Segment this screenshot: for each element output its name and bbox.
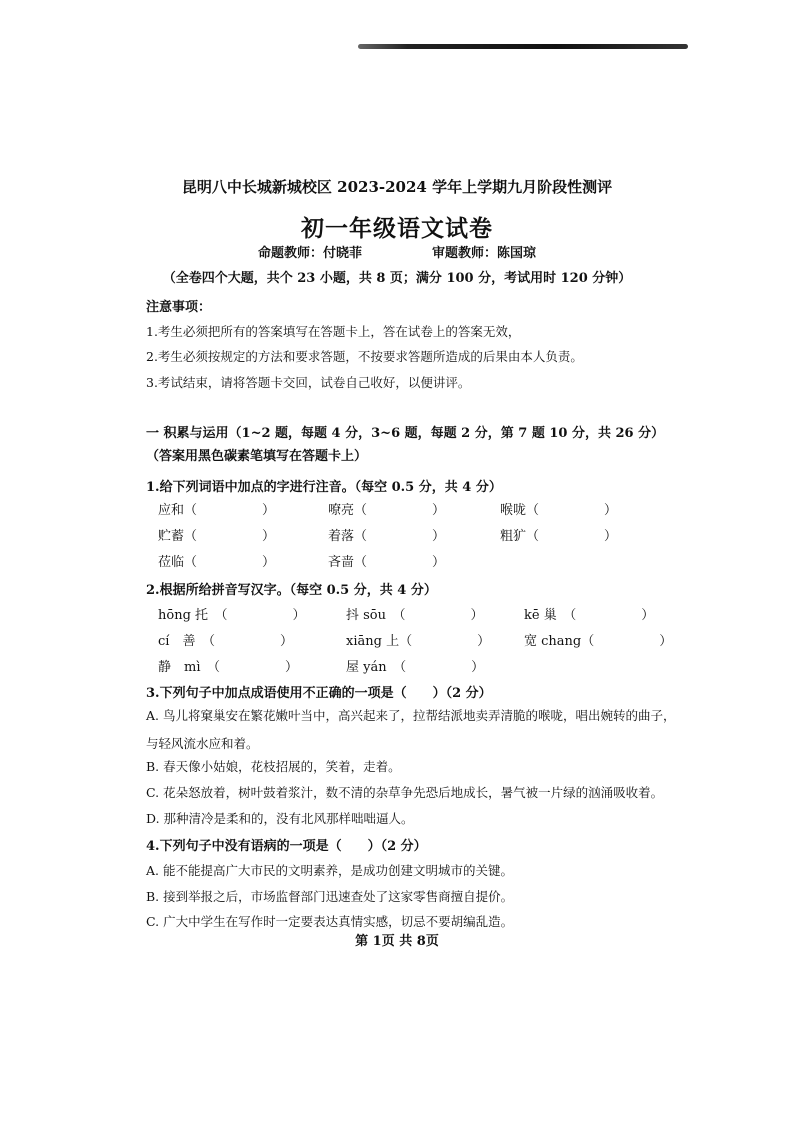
q2-item: 宽 chang（ ） <box>524 634 673 649</box>
q4-option: B. 接到举报之后，市场监督部门迅速查处了这家零售商擅自提价。 <box>146 889 514 904</box>
q1-item: 嘹亮（ ） <box>328 503 446 518</box>
q2-item: cí 善 （ ） <box>158 634 293 649</box>
section-1-heading: 一 积累与运用（1~2 题，每题 4 分，3~6 题，每题 2 分，第 7 题 10 分，共 26 分）（答案用黑色碳素笔填写在答题卡上） <box>146 426 665 464</box>
page-number: 第 1页 共 8页 <box>355 934 439 949</box>
q1-item: 喉咙（ ） <box>500 503 618 518</box>
notice-title: 注意事项： <box>146 300 212 315</box>
q1-item: 莅临（ ） <box>158 555 276 570</box>
q3-option: B. 春天像小姑娘，花枝招展的，笑着，走着。 <box>146 759 401 774</box>
question-teacher: 命题教师：付晓菲 <box>257 246 362 261</box>
q4-title: 4.下列句子中没有语病的一项是（ ）（2 分） <box>146 839 427 854</box>
q2-item: 静 mì （ ） <box>158 660 298 675</box>
q1-item: 贮蓄（ ） <box>158 529 276 544</box>
q3-option: 与轻风流水应和着。 <box>146 736 259 751</box>
q2-item: kē 巢 （ ） <box>524 608 655 623</box>
q3-option: D. 那种清冷是柔和的，没有北风那样咄咄逼人。 <box>146 811 414 826</box>
q2-title: 2.根据所给拼音写汉字。（每空 0.5 分，共 4 分） <box>146 583 437 598</box>
q2-item: 屋 yán （ ） <box>346 660 485 675</box>
q1-title: 1.给下列词语中加点的字进行注音。（每空 0.5 分，共 4 分） <box>146 480 502 495</box>
q2-item: hōng 托 （ ） <box>158 608 306 623</box>
q1-item: 应和（ ） <box>158 503 276 518</box>
exam-title: 初一年级语文试卷 <box>301 215 493 242</box>
q1-item: 着落（ ） <box>328 529 446 544</box>
q3-title: 3.下列句子中加点成语使用不正确的一项是（ ）（2 分） <box>146 686 492 701</box>
q1-item: 吝啬（ ） <box>328 555 446 570</box>
notice-item: 2.考生必须按规定的方法和要求答题，不按要求答题所造成的后果由本人负责。 <box>146 349 583 364</box>
review-teacher: 审题教师：陈国琼 <box>432 246 537 261</box>
q3-option: C. 花朵怒放着，树叶鼓着浆汁，数不清的杂草争先恐后地成长，暑气被一片绿的汹涌吸收着。 <box>146 785 664 800</box>
notice-item: 1.考生必须把所有的答案填写在答题卡上，答在试卷上的答案无效， <box>146 324 521 339</box>
school-title: 昆明八中长城新城校区 2023-2024 学年上学期九月阶段性测评 <box>181 178 613 196</box>
q3-option: A. 鸟儿将窠巢安在繁花嫩叶当中，高兴起来了，拉帮结派地卖弄清脆的喉咙，唱出婉转的曲子， <box>146 708 676 723</box>
scan-edge-mark <box>358 44 688 49</box>
teachers-line <box>0 242 794 261</box>
q2-item: xiāng 上（ ） <box>346 634 491 649</box>
notice-item: 3.考试结束，请将答题卡交回，试卷自己收好，以便讲评。 <box>146 375 471 390</box>
q4-option: C. 广大中学生在写作时一定要表达真情实感，切忌不要胡编乱造。 <box>146 914 514 929</box>
q4-option: A. 能不能提高广大市民的文明素养，是成功创建文明城市的关键。 <box>146 863 513 878</box>
exam-info: （全卷四个大题，共个 23 小题，共 8 页；满分 100 分，考试用时 120 分钟） <box>162 271 632 286</box>
q1-item: 粗犷（ ） <box>500 529 618 544</box>
q2-item: 抖 sōu （ ） <box>346 608 484 623</box>
